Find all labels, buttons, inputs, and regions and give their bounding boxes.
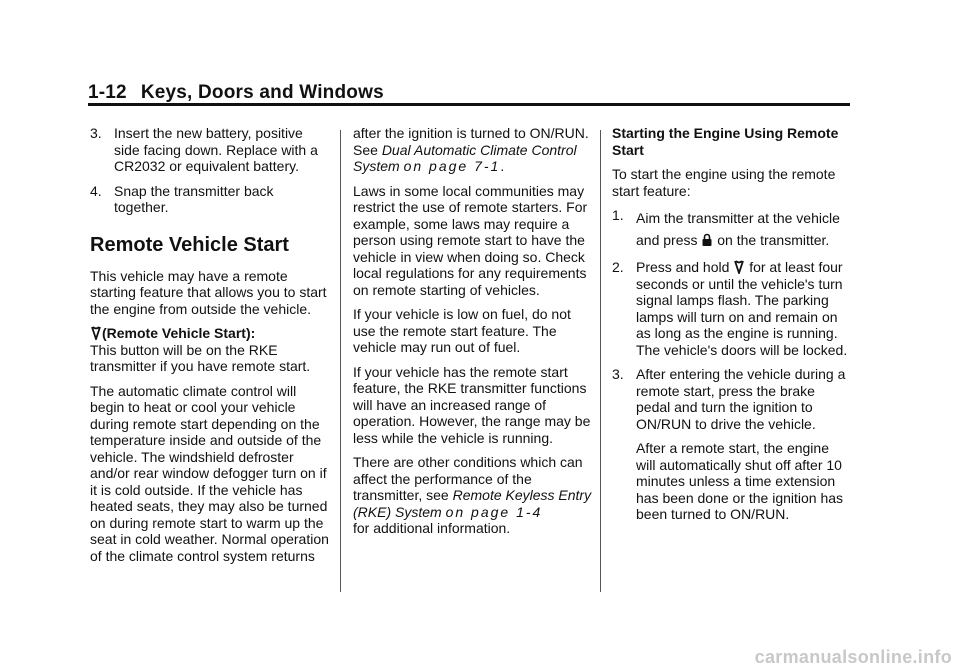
list-item (612, 259, 852, 358)
button-label: (Remote Vehicle Start): (102, 325, 256, 341)
list-item (90, 125, 330, 175)
subsection-heading: Starting the Engine Using Remote Start (612, 125, 839, 158)
cross-reference[interactable]: Remote Keyless Entry (RKE) System (353, 487, 592, 520)
paragraph-text: after the ignition is turned to ON/RUN. See (353, 125, 589, 158)
page-number: 1-12 (88, 82, 127, 103)
paragraph: If your vehicle is low on fuel, do not use the remote start feature. The vehicle may run out of fuel. (353, 306, 571, 355)
step-text: on the transmitter. (717, 232, 830, 248)
paragraph: The automatic climate control will begin to heat or cool your vehicle during remote start depending on the temperature inside and outside of the vehicle. The windshield defroster and/or rear window defogger turn on if it is cold outside. If the vehicle has heated seats, they may also be turned on during remote start to warm up the seat in cold weather. Normal operation of the climate control system returns (90, 382, 329, 564)
page-reference[interactable]: on page 7-1 (403, 158, 501, 174)
list-number: 3. (90, 125, 102, 141)
cross-reference[interactable]: Dual Automatic Climate Control System (353, 141, 577, 174)
list-item (612, 207, 852, 251)
list-number: 1. (612, 207, 624, 223)
paragraph (353, 125, 593, 175)
page-header (88, 82, 384, 104)
list-number: 3. (612, 366, 624, 382)
button-description (90, 325, 330, 375)
list-item (90, 183, 330, 216)
paragraph: This vehicle may have a remote starting feature that allows you to start the engine from outside the vehicle. (90, 267, 327, 317)
paragraph: Laws in some local communities may restrict the use of remote starters. For example, some laws may require a person using remote start to have the vehicle in view when doing so. Check local regulations for any requirements on remote starting of vehicles. (353, 182, 588, 298)
header-rule (88, 103, 850, 106)
section-heading: Remote Vehicle Start (90, 233, 289, 256)
paragraph (353, 454, 593, 537)
step-text: Aim the transmitter at the vehicle and press (636, 210, 840, 248)
section-title: Keys, Doors and Windows (140, 82, 384, 103)
page-reference[interactable]: on page 1-4 (445, 503, 543, 520)
lock-icon (701, 233, 713, 247)
column-right (612, 125, 852, 531)
list-number: 2. (612, 259, 624, 275)
column-divider-2 (600, 130, 601, 592)
list-text (636, 207, 852, 251)
list-text: Snap the transmitter back together. (114, 182, 274, 215)
paragraph-text: There are other conditions which can affect the performance of the transmitter, see (353, 454, 583, 503)
watermark: carmanualsonline.info (754, 647, 952, 667)
step-text: Press and hold (636, 259, 730, 275)
list-text: Insert the new battery, positive side facing down. Replace with a CR2032 or equivalent battery. (114, 125, 318, 174)
paragraph: After a remote start, the engine will automatically shut off after 10 minutes unless a time extension has been done or the ignition has been turned to ON/RUN. (636, 440, 844, 522)
step-text: for at least four seconds or until the vehicle's turn signal lamps flash. The parking lamps will turn on and remain on as long as the engine is running. The vehicle's doors will be locked. (636, 259, 848, 358)
paragraph: If your vehicle has the remote start feature, the RKE transmitter functions will have an increased range of operation. However, the range may be less while the vehicle is running. (353, 363, 591, 446)
list-item (612, 366, 852, 432)
column-divider-1 (340, 130, 341, 592)
paragraph-text: . (500, 158, 505, 174)
column-left (90, 125, 330, 572)
list-text: After entering the vehicle during a remote start, press the brake pedal and turn the ignition to ON/RUN to drive the vehicle. (636, 366, 846, 432)
list-number: 4. (90, 182, 102, 199)
paragraph: To start the engine using the remote start feature: (612, 166, 836, 199)
button-desc-text: This button will be on the RKE transmitter if you have remote start. (90, 341, 311, 374)
list-text (636, 259, 852, 358)
column-middle (353, 125, 593, 545)
paragraph-text: for additional information. (353, 520, 511, 536)
remote-start-icon (733, 260, 745, 274)
remote-start-icon (90, 326, 102, 340)
